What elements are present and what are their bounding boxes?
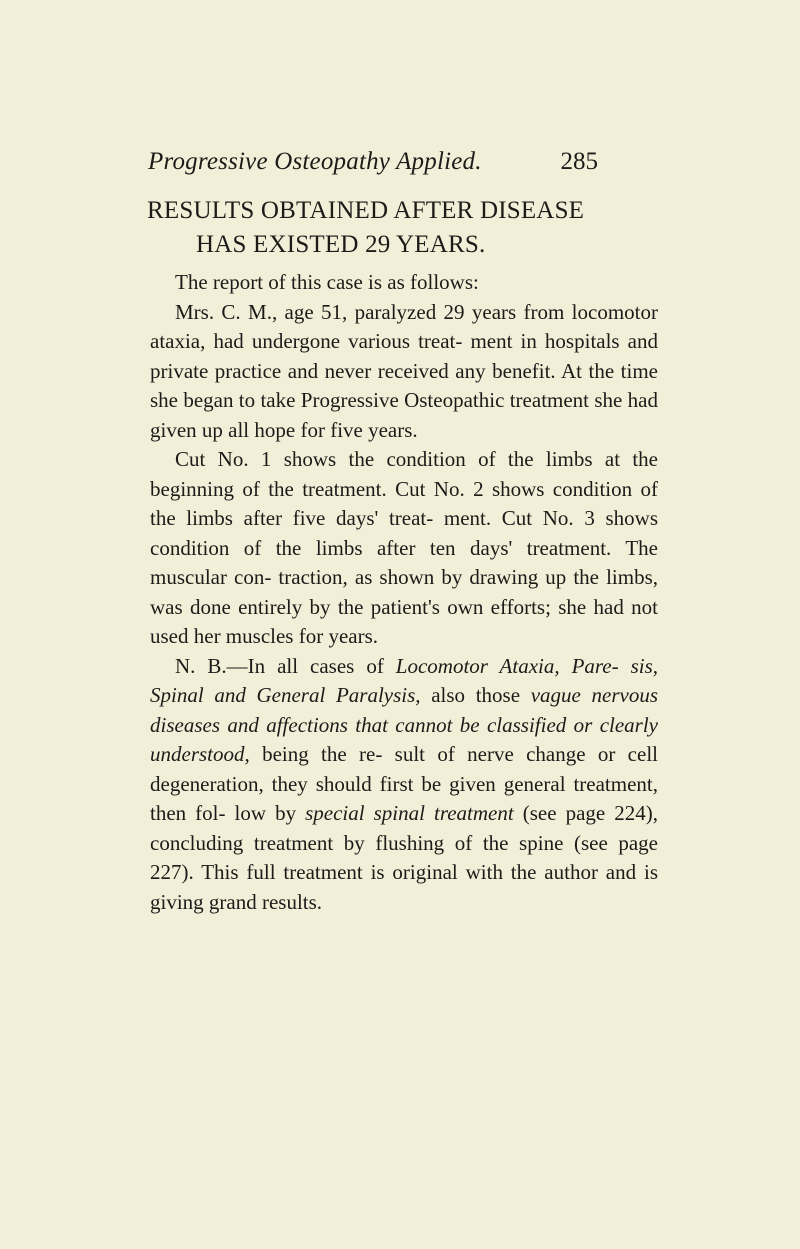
section-heading-line-2: HAS EXISTED 29 YEARS.: [196, 231, 486, 258]
nb-italic-vague: vague nervous diseases and affections that cannot be classified or clearly understood,: [150, 683, 658, 766]
running-title: Progressive Osteopathy Applied.: [148, 148, 482, 175]
nb-italic-diseases: Locomotor Ataxia, Pare- sis, Spinal and General Paralysis,: [150, 653, 658, 707]
paragraph-nota-bene: [150, 652, 658, 918]
paragraph-intro: The report of this case is as follows:: [175, 270, 479, 294]
page-number: 285: [560, 148, 598, 175]
nb-text-1: N. B.—In all cases of: [175, 653, 396, 678]
paragraph-case-report: Mrs. C. M., age 51, paralyzed 29 years from locomotor ataxia, had undergone various treat- ment in hospitals and private practice and never received any benefit. At the time she began to take Progressive Osteopathic treatment she had given up all hope for five years.: [150, 299, 658, 442]
running-head: [148, 148, 598, 188]
nb-italic-treatment: special spinal treatment: [305, 801, 514, 825]
paragraph-cuts: Cut No. 1 shows the condition of the limbs at the beginning of the treatment. Cut No. 2 shows condition of the limbs after five days' treat- ment. Cut No. 3 shows condition of the limbs after ten days' treatment. The muscular con- traction, as shown by drawing up the limbs, was done entirely by the patient's own efforts; she had not used her muscles for years.: [150, 447, 658, 648]
nb-text-4: (see page 224), concluding treatment by flushing of the spine (see page 227). This full treatment is original with the author and is giving grand results.: [150, 801, 658, 914]
nb-text-2: also those: [420, 683, 531, 707]
body-text: [150, 268, 658, 917]
section-heading-line-1: RESULTS OBTAINED AFTER DISEASE: [147, 197, 585, 224]
nb-text-3: being the re- sult of nerve change or cell degeneration, they should first be given general treatment, then fol- low by: [150, 742, 658, 825]
